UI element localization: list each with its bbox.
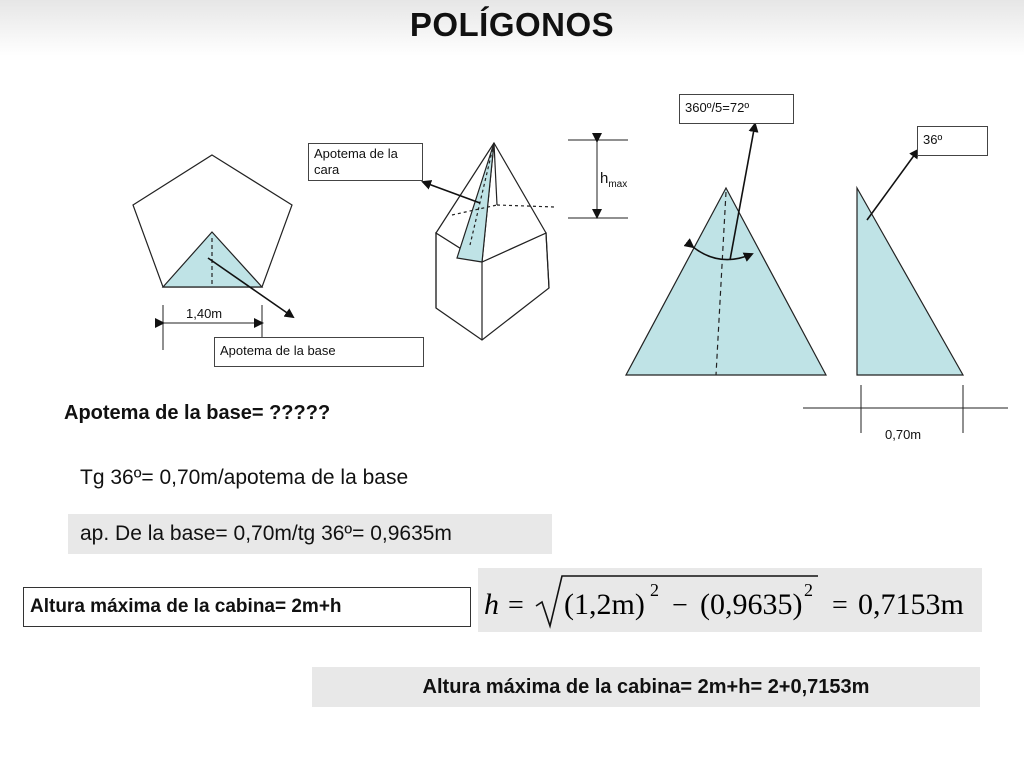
page-title: POLÍGONOS — [409, 6, 615, 43]
formula-term2: (0,9635) — [700, 588, 803, 621]
callout-apotema-base: Apotema de la base — [214, 337, 424, 367]
callout-apotema-cara: Apotema de la cara — [308, 143, 423, 181]
pentagon-base — [133, 155, 292, 287]
formula-exp2: 2 — [804, 580, 813, 600]
half-side-label: 0,70m — [885, 427, 922, 442]
question-statement: Apotema de la base= ????? — [64, 402, 331, 424]
formula-svg — [478, 568, 982, 632]
side-length-label: 1,40m — [186, 306, 223, 321]
formula-eq1: = — [508, 590, 524, 621]
formula-eq2: = — [832, 590, 848, 621]
cabin-3d — [436, 143, 555, 340]
callout-angle-36: 36º — [917, 126, 988, 156]
tangent-statement: Tg 36º= 0,70m/apotema de la base — [80, 466, 409, 489]
height-formula — [478, 568, 982, 632]
formula-minus: − — [672, 590, 688, 621]
result-statement: ap. De la base= 0,70m/tg 36º= 0,9635m — [68, 514, 552, 554]
altura-statement: Altura máxima de la cabina= 2m+h — [23, 587, 471, 627]
formula-h: h — [484, 588, 499, 621]
formula-term1: (1,2m) — [564, 588, 645, 621]
angle-36-arrow — [867, 150, 918, 220]
hmax-label: $h_{max}$ — [600, 170, 628, 190]
callout-angle-72: 360º/5=72º — [679, 94, 794, 124]
formula-result: 0,7153m — [858, 588, 964, 621]
final-statement: Altura máxima de la cabina= 2m+h= 2+0,7153m — [312, 667, 980, 707]
half-side-dimension — [803, 385, 1008, 433]
isosceles-triangle — [626, 188, 826, 375]
formula-exp1: 2 — [650, 580, 659, 600]
right-triangle — [857, 188, 963, 375]
